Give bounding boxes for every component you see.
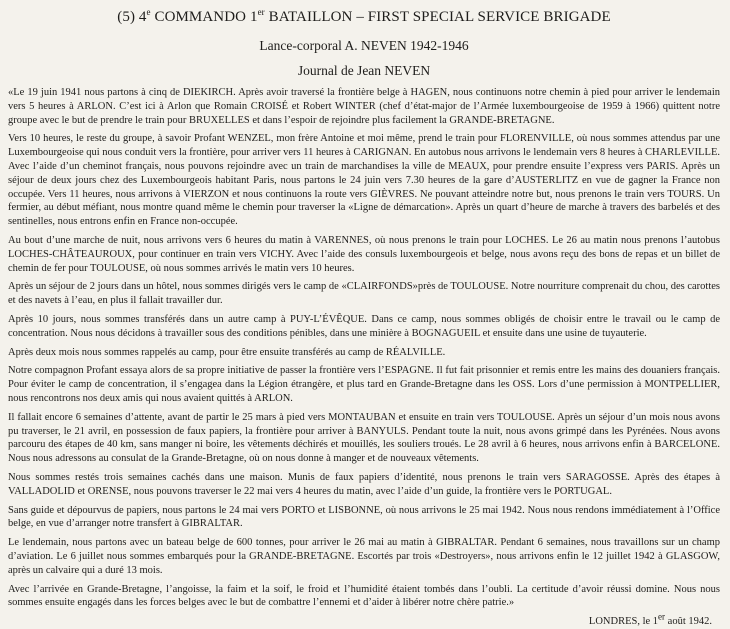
title-sup: er <box>257 7 265 17</box>
title-part: (5) 4 <box>117 9 147 25</box>
title-part: COMMANDO 1 <box>150 9 258 25</box>
title-part: BATAILLON – FIRST SPECIAL SERVICE BRIGADE <box>264 9 611 25</box>
paragraph: Vers 10 heures, le reste du groupe, à savoir Profant WENZEL, mon frère Antoine et moi même, prend le train pour FLORENVILLE, où nous sommes attendus par une Luxembourgeoise qui nous conduit vers la frontière, pour arriver vers 11 heures à CARIGNAN. En autobus nous arrivons le lendemain vers 8 heures à CHARLEVILLE. Avec l’aide d’un cheminot français, nous pouvons rejoindre avec un train de marchandises la ville de MEAUX, pour prendre ensuite l’express vers PARIS. Après un séjour de deux jours chez des Luxembourgeois habitant Paris, nous partons le 24 juin vers 7.30 heures de la gare d’AUSTERLITZ en vue de gagner la France non occupée. Vers 11 heures, nous arrivons à VIERZON et nous continuons la route vers GIÈVRES. Ne pouvant atteindre notre but, nous prenons le train vers TOURS. Un fermier, au début méfiant, nous montre quand même le chemin pour traverser la «Ligne de démarcation». Après un quart d’heure de marche à travers des barbelés et des sentinelles, nous entrons enfin en France non-occupée. <box>8 133 720 228</box>
paragraph: Notre compagnon Profant essaya alors de sa propre initiative de passer la frontière vers l’ESPAGNE. Il fut fait prisonnier et remis entre les mains des douaniers français. Pour éviter le camp de concentration, il s’engagea dans la Légion étrangère, et plus tard en Grande-Bretagne dans les OSS. Lors d’une permission à MONTPELLIER, nous rencontrons nos deux amis qui nous avaient quittés à ARLON. <box>8 365 720 404</box>
paragraph: «Le 19 juin 1941 nous partons à cinq de DIEKIRCH. Après avoir traversé la frontière belge à HAGEN, nous continuons notre chemin à pied pour arriver le lendemain vers 5 heures à ARLON. C’est ici à Arlon que Romain CROISÉ et Robert WINTER (chef d’état-major de l’Armée luxembourgeoise de 1959 à 1966) quittent notre groupe avec le but de prendre le train pour BRUXELLES et dans l’espoir de rejoindre plus facilement la GRANDE-BRETAGNE. <box>8 87 720 126</box>
signature-part: LONDRES, le 1 <box>588 616 659 628</box>
paragraph: Après 10 jours, nous sommes transférés dans un autre camp à PUY-L’ÉVÊQUE. Dans ce camp, nous sommes obligés de choisir entre le travail ou le camp de concentration. Nous nous décidons à travailler sous des conditions pénibles, dans une minière à BOGNAGUEIL et ensuite dans une usine de tuyauterie. <box>8 313 720 339</box>
document-header <box>8 6 720 81</box>
paragraph: Il fallait encore 6 semaines d’attente, avant de partir le 25 mars à pied vers MONTAUBAN et ensuite en train vers TOULOUSE. Après un séjour d’un mois nous avons pu traverser, le 21 avril, en possession de faux papiers, la frontière pour arriver à BANYULS. Pendant toute la nuit, nous avons grimpé dans les Pyrénées. Nous avons parcouru des étapes de 40 km, sans manger ni boire, les vêtements déchirés et mouillés, les souliers troués. Le 28 avril à 6 heures, nous arrivons enfin à BARCELONE. Nous nous adressons au consulat de la Grande-Bretagne, où on nous donne à manger et de nouveaux vêtements. <box>8 411 720 465</box>
paragraph: Nous sommes restés trois semaines cachés dans une maison. Munis de faux papiers d’identité, nous prenons le train vers SARAGOSSE. Après des étapes à VALLADOLID et ORENSE, nous pouvons traverser le 22 mai vers 4 heures du matin, avec l’aide d’un guide, la frontière vers le PORTUGAL. <box>8 471 720 497</box>
document-subtitle: Lance-corporal A. NEVEN 1942-1946 <box>259 38 469 53</box>
journal-heading: Journal de Jean NEVEN <box>297 63 431 78</box>
paragraph: Sans guide et dépourvus de papiers, nous partons le 24 mai vers PORTO et LISBONNE, où nous arrivons le 25 mai 1942. Nous nous rendons immédiatement à l’Office belge, en vue d’arranger notre transfert à GIBRALTAR. <box>8 504 720 530</box>
signature-line <box>8 611 720 629</box>
paragraph: Au bout d’une marche de nuit, nous arrivons vers 6 heures du matin à VARENNES, où nous prenons le train pour LOCHES. Le 26 au matin nous prenons l’autobus LOCHES-CHÂTEAUROUX, pour continuer en train vers VICHY. Avec l’aide des consuls luxembourgeois et belge, nous avons reçu des bons de repas et un billet de chemin de fer pour TOULOUSE, où nous sommes arrivés le matin vers 10 heures. <box>8 234 720 274</box>
paragraph: Le lendemain, nous partons avec un bateau belge de 600 tonnes, pour arriver le 26 mai au matin à GIBRALTAR. Pendant 6 semaines, nous travaillons sur un champ d’aviation. Le 6 juillet nous sommes embarqués pour la GRANDE-BRETAGNE. Escortés par trois «Destroyers», nous arrivons enfin le 12 juillet 1942 à GLASGOW, après un calvaire qui a duré 13 mois. <box>8 537 720 576</box>
signature-part: août 1942. <box>665 616 712 628</box>
title-sup: e <box>146 7 151 17</box>
paragraph: Après un séjour de 2 jours dans un hôtel, nous sommes dirigés vers le camp de «CLAIRFONDS»près de TOULOUSE. Notre nourriture comprenait du chou, des carottes et des navets à l’eau, en plus il fallait travailler dur. <box>8 281 720 307</box>
document-title <box>8 6 720 28</box>
paragraph: Avec l’arrivée en Grande-Bretagne, l’angoisse, la faim et la soif, le froid et l’humidité étaient tombés dans l’oubli. La certitude d’avoir réussi domine. Nous nous sommes ensuite engagés dans les forces belges avec le but de combattre l’ennemi et d’aider à libérer notre chère patrie.» <box>8 583 720 609</box>
journal-body <box>8 86 720 610</box>
signature-sup: er <box>658 611 666 622</box>
paragraph: Après deux mois nous sommes rappelés au camp, pour être ensuite transférés au camp de RÉALVILLE. <box>8 346 446 358</box>
